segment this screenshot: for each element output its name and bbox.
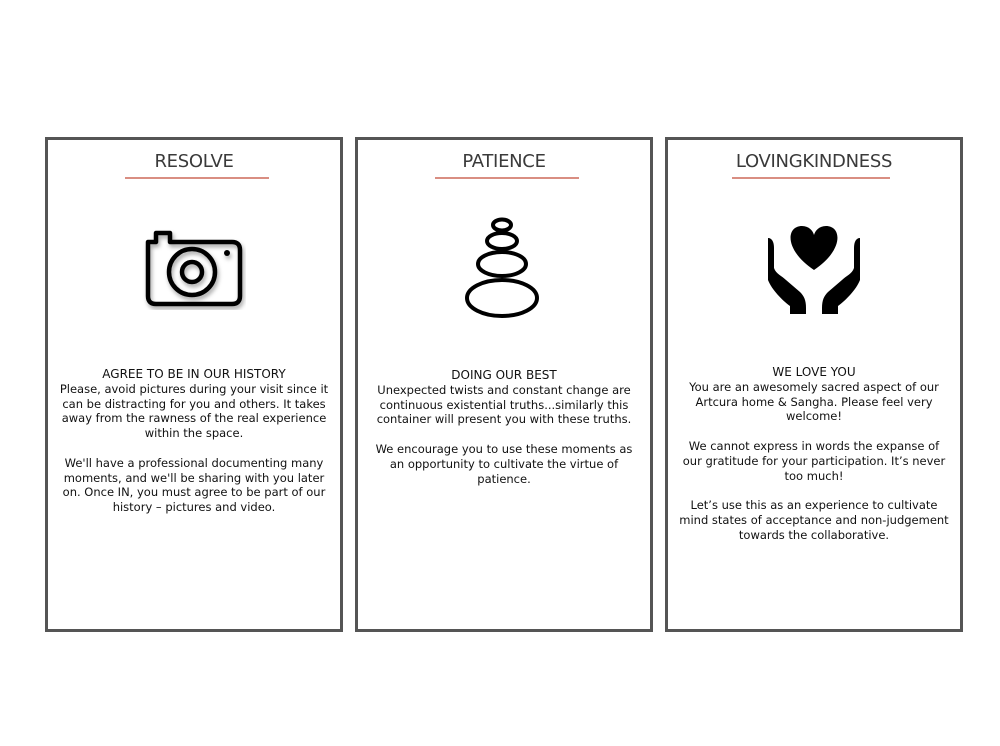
title-underline xyxy=(732,177,890,179)
card-body xyxy=(678,365,950,543)
stacked-stones-icon xyxy=(358,216,650,324)
card-heading: DOING OUR BEST xyxy=(451,368,557,382)
card-paragraph: We encourage you to use these moments as an opportunity to cultivate the virtue of patience. xyxy=(375,441,633,486)
title-underline xyxy=(125,177,269,179)
card-paragraph: Unexpected twists and constant change are continuous existential truths...similarly this container will present you with these truths. xyxy=(376,382,632,427)
title-underline xyxy=(435,177,579,179)
card-heading: WE LOVE YOU xyxy=(772,365,856,379)
card-heading: AGREE TO BE IN OUR HISTORY xyxy=(102,367,286,381)
card-patience xyxy=(355,137,653,632)
card-paragraph: Please, avoid pictures during your visit since it can be distracting for you and others. It takes away from the rawness of the real experience within the space. xyxy=(59,381,329,441)
card-title: RESOLVE xyxy=(154,151,234,172)
card-body xyxy=(368,368,640,486)
card-lovingkindness xyxy=(665,137,963,632)
card-paragraph: We'll have a professional documenting many moments, and we'll be sharing with you later on. Once IN, you must agree to be part of our history – pictures and video. xyxy=(62,455,326,515)
heart-in-hands-icon xyxy=(668,220,960,320)
card-resolve xyxy=(45,137,343,632)
card-title: LOVINGKINDNESS xyxy=(735,151,893,172)
card-paragraph: We cannot express in words the expanse of our gratitude for your participation. It’s never too much! xyxy=(682,438,946,483)
camera-icon xyxy=(48,224,340,314)
card-paragraph: You are an awesomely sacred aspect of our Artcura home & Sangha. Please feel very welcome! xyxy=(689,379,939,424)
card-body xyxy=(58,367,330,515)
card-title: PATIENCE xyxy=(462,151,546,172)
card-paragraph: Let’s use this as an experience to cultivate mind states of acceptance and non-judgement towards the collaborative. xyxy=(679,498,949,542)
